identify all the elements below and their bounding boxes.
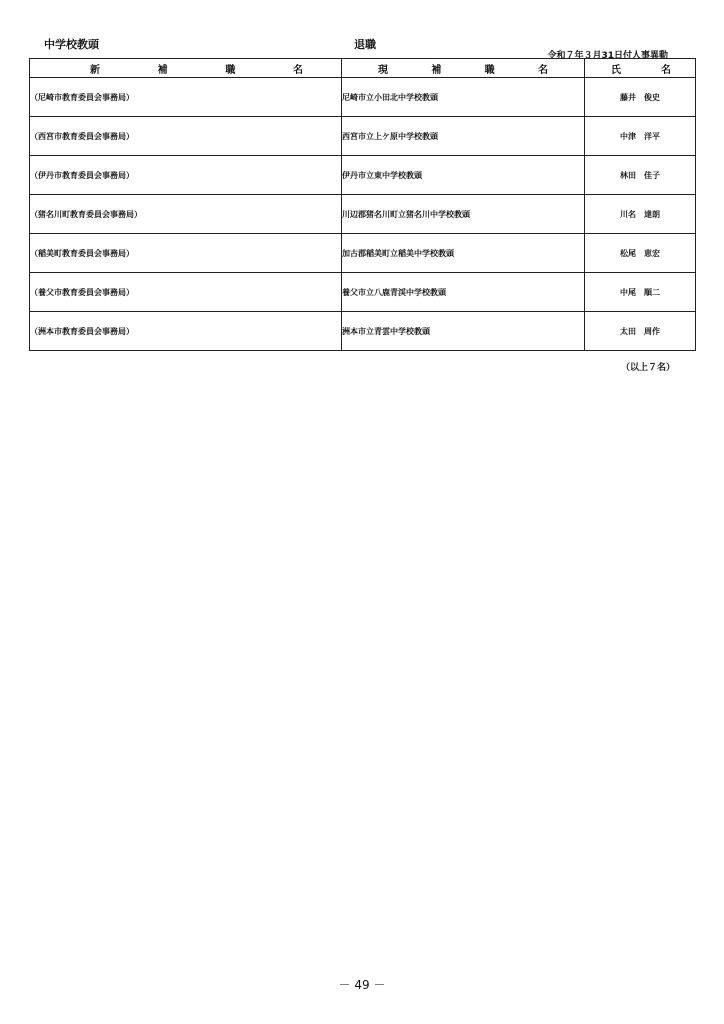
current-post-cell: 川辺郡猪名川町立猪名川中学校教頭 bbox=[342, 195, 585, 234]
header-char: 名 bbox=[292, 64, 303, 76]
header-char: 氏 bbox=[611, 64, 621, 76]
new-post-cell: （西宮市教育委員会事務局） bbox=[30, 117, 342, 156]
header-char: 職 bbox=[484, 64, 495, 76]
table-row bbox=[30, 312, 696, 351]
header-char: 職 bbox=[225, 64, 236, 76]
header-char: 名 bbox=[661, 64, 671, 76]
header-char: 補 bbox=[157, 64, 168, 76]
person-name-cell: 中尾 順二 bbox=[585, 273, 696, 312]
current-post-cell: 加古郡稲美町立稲美中学校教頭 bbox=[342, 234, 585, 273]
total-count-note: （以上７名） bbox=[620, 363, 675, 373]
action-heading: 退職 bbox=[354, 38, 376, 51]
table-row bbox=[30, 78, 696, 117]
table-header-row bbox=[30, 59, 696, 78]
column-header-new-post bbox=[30, 59, 342, 78]
category-heading: 中学校教頭 bbox=[44, 38, 99, 51]
current-post-cell: 伊丹市立東中学校教頭 bbox=[342, 156, 585, 195]
header-char: 現 bbox=[378, 64, 388, 76]
table-row bbox=[30, 234, 696, 273]
effective-date: 令和７年３月31日付人事異動 bbox=[547, 51, 668, 61]
new-post-cell: （伊丹市教育委員会事務局） bbox=[30, 156, 342, 195]
table-row bbox=[30, 156, 696, 195]
table-row bbox=[30, 273, 696, 312]
table-row bbox=[30, 195, 696, 234]
current-post-cell: 尼崎市立小田北中学校教頭 bbox=[342, 78, 585, 117]
person-name-cell: 松尾 恵宏 bbox=[585, 234, 696, 273]
new-post-cell: （猪名川町教育委員会事務局） bbox=[30, 195, 342, 234]
current-post-cell: 養父市立八鹿青渓中学校教頭 bbox=[342, 273, 585, 312]
person-name-cell: 林田 佳子 bbox=[585, 156, 696, 195]
header-char: 新 bbox=[90, 64, 100, 76]
table-row bbox=[30, 117, 696, 156]
new-post-cell: （尼崎市教育委員会事務局） bbox=[30, 78, 342, 117]
new-post-cell: （洲本市教育委員会事務局） bbox=[30, 312, 342, 351]
person-name-cell: 太田 周作 bbox=[585, 312, 696, 351]
header-char: 補 bbox=[431, 64, 442, 76]
column-header-current-post bbox=[342, 59, 585, 78]
person-name-cell: 川名 達朗 bbox=[585, 195, 696, 234]
new-post-cell: （養父市教育委員会事務局） bbox=[30, 273, 342, 312]
person-name-cell: 藤井 俊史 bbox=[585, 78, 696, 117]
personnel-table bbox=[29, 58, 696, 351]
page-number: － 49 － bbox=[338, 978, 386, 992]
person-name-cell: 中津 洋平 bbox=[585, 117, 696, 156]
current-post-cell: 洲本市立青雲中学校教頭 bbox=[342, 312, 585, 351]
header-char: 名 bbox=[537, 64, 548, 76]
current-post-cell: 西宮市立上ケ原中学校教頭 bbox=[342, 117, 585, 156]
new-post-cell: （稲美町教育委員会事務局） bbox=[30, 234, 342, 273]
column-header-name bbox=[585, 59, 696, 78]
